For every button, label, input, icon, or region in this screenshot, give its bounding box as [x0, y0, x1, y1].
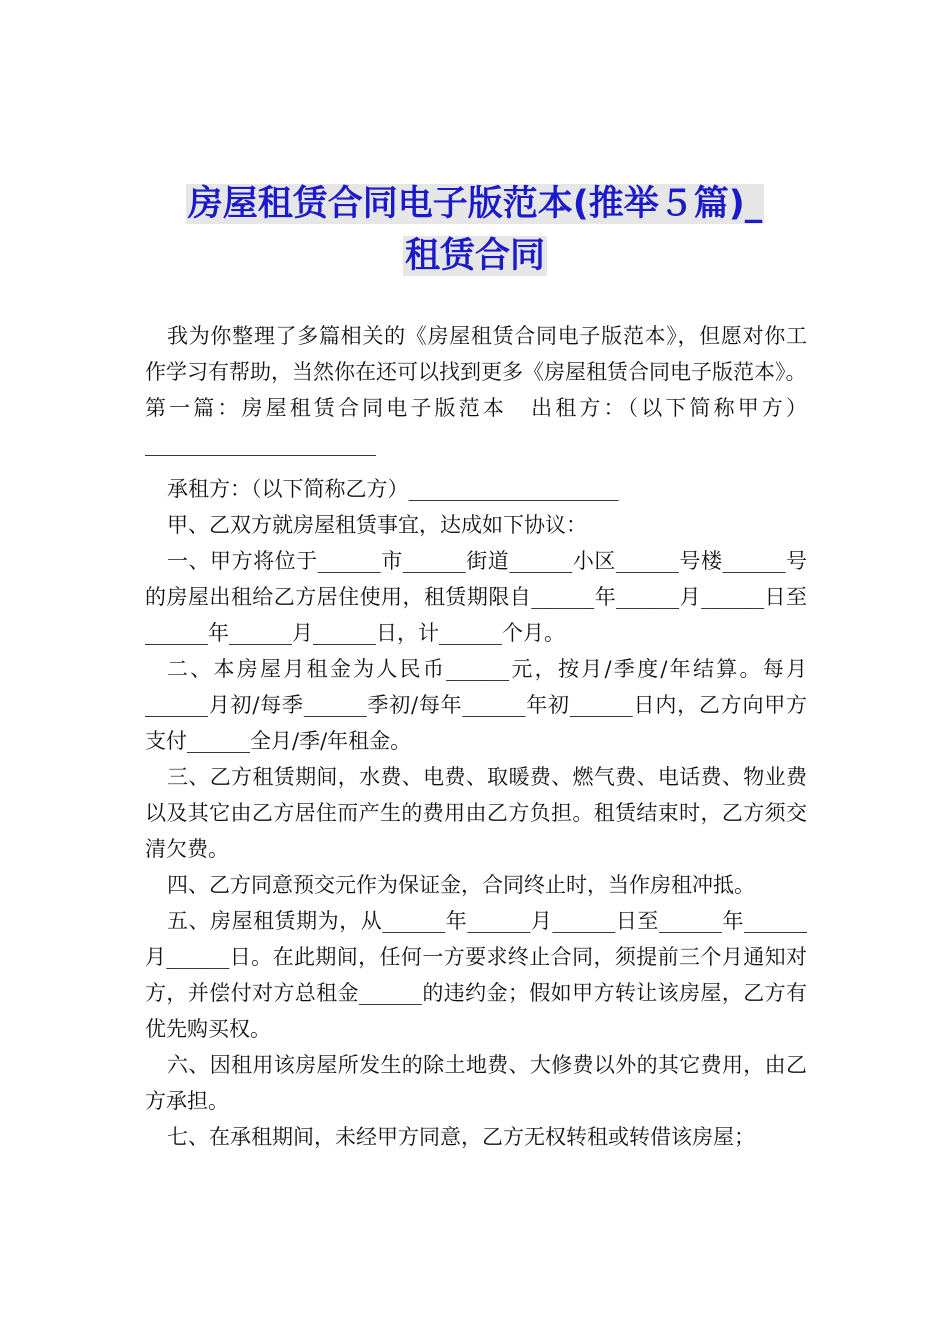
clause-2: 二、本房屋月租金为人民币______元，按月/季度/年结算。每月______月初/每季______季初/每年______年初______日内，乙方向甲方支付______全月/季/年租金。 [145, 657, 807, 753]
clause-7: 七、在承租期间，未经甲方同意，乙方无权转租或转借该房屋； [167, 1125, 755, 1149]
clause-1: 一、甲方将位于______市______街道______小区______号楼______号的房屋出租给乙方居住使用，租赁期限自______年______月______日至______年______月______日，计______个月。 [145, 549, 807, 645]
intro-paragraph: 我为你整理了多篇相关的《房屋租赁合同电子版范本》，但愿对你工作学习有帮助，当然你在还可以找到更多《房屋租赁合同电子版范本》。 [145, 324, 807, 384]
title-line-2: 租赁合同 [404, 236, 545, 276]
clause-4: 四、乙方同意预交元作为保证金，合同终止时，当作房租冲抵。 [167, 873, 755, 897]
clause-5: 五、房屋租赁期为，从______年______月______日至______年______月______日。在此期间，任何一方要求终止合同，须提前三个月通知对方，并偿付对方总租金______的违约金；假如甲方转让该房屋，乙方有优先购买权。 [145, 909, 807, 1041]
title-line-1: 房屋租赁合同电子版范本(推举５篇)_ [187, 184, 763, 224]
clause-6: 六、因租用该房屋所发生的除土地费、大修费以外的其它费用，由乙方承担。 [145, 1053, 807, 1113]
lessee-paragraph: 承租方：（以下简称乙方）____________________ [167, 477, 619, 501]
document-title [140, 178, 810, 282]
clause-3: 三、乙方租赁期间，水费、电费、取暖费、燃气费、电话费、物业费以及其它由乙方居住而产生的费用由乙方负担。租赁结束时，乙方须交清欠费。 [145, 765, 807, 861]
lessor-paragraph: 第一篇：房屋租赁合同电子版范本 出租方：（以下简称甲方）______________________ [145, 396, 807, 456]
agreement-paragraph: 甲、乙双方就房屋租赁事宜，达成如下协议： [167, 513, 587, 537]
document-body [145, 318, 807, 1155]
